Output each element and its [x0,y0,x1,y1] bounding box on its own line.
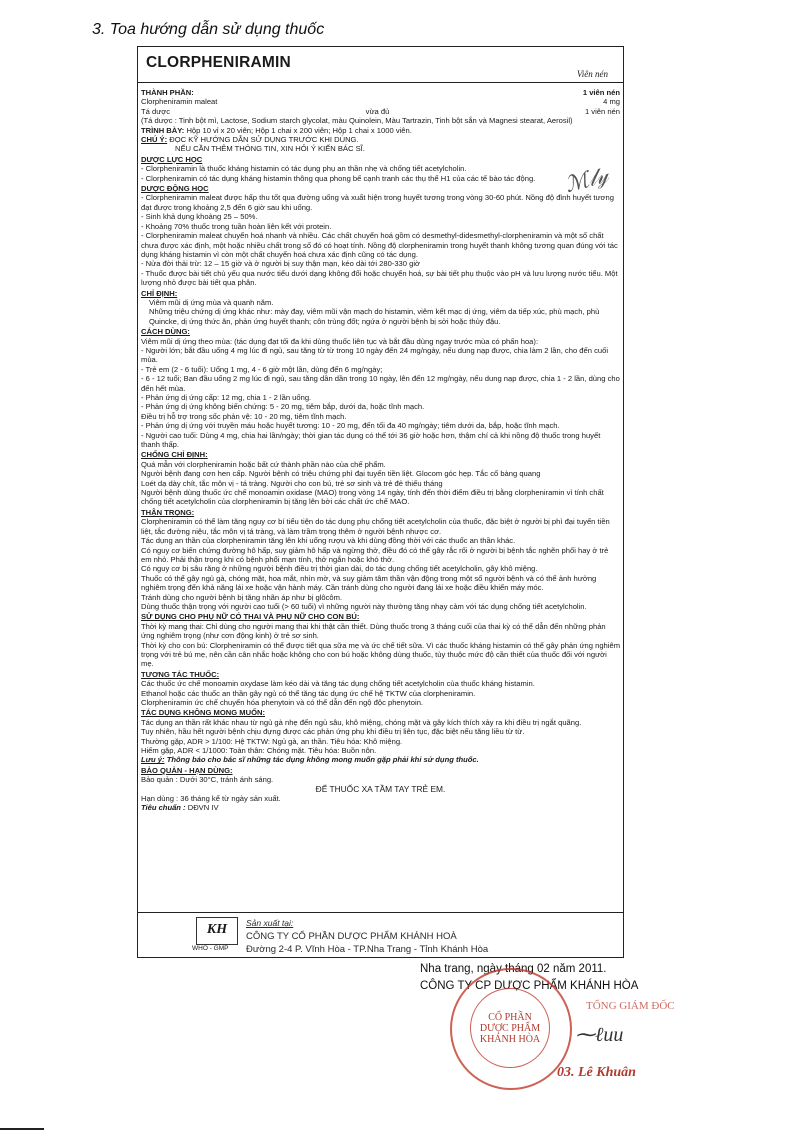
pregnancy-heading: SỬ DỤNG CHO PHỤ NỮ CÓ THAI VÀ PHỤ NỮ CHO CON BÚ: [141,612,360,622]
list-item: Người bệnh dùng thuốc ức chế monoamin oxidase (MAO) trong vòng 14 ngày, tính đến thời điểm điều trị bằng clorpheniramin vì tính chất chống tiết acetylcholin của clorpheniramin bị tăng lên bởi các chất ức chế MAO. [141,488,604,507]
section-heading: 3. Toa hướng dẫn sử dụng thuốc [92,21,325,38]
storage-label: Bảo quản : [141,775,178,785]
list-item: - Clorpheniramin có tác dụng kháng histamin thông qua phong bế cạnh tranh các thụ thể H1 của các tế bào tác động. [141,173,536,183]
contraindications-heading: CHỐNG CHỈ ĐỊNH: [141,450,208,460]
list-item: Các thuốc ức chế monoamin oxydase làm kéo dài và tăng tác dụng chống tiết acetylcholin của thuốc kháng histamin. [141,679,535,689]
contraindications-list [141,460,620,507]
packaging-text: Hộp 10 vỉ x 20 viên; Hộp 1 chai x 200 viên; Hộp 1 chai x 1000 viên. [186,125,412,135]
list-item: Thời kỳ mang thai: Chỉ dùng cho người mang thai khi thật cần thiết. Dùng thuốc trong 3 tháng cuối của thai kỳ có thể dẫn đến những phản ứng nghiêm trọng (như cơn động kinh) ở trẻ sơ sinh. [141,621,606,641]
list-item: Những triệu chứng dị ứng khác như: mày đay, viêm mũi vận mạch do histamin, viêm kết mạc dị ứng, viêm da tiếp xúc, phù mạch, phù Quincke, dị ứng thức ăn, phản ứng huyết thanh; côn trùng đốt; ngứa ở người bệnh bị sởi hoặc thủy đậu. [149,307,600,326]
list-item: - Trẻ em (2 - 6 tuổi): Uống 1 mg, 4 - 6 giờ một lần, dùng đến 6 mg/ngày; [141,364,383,374]
page-edge-line [0,1128,44,1130]
caution-label: Lưu ý: [141,755,165,765]
keep-away-children: ĐỂ THUỐC XA TẦM TAY TRẺ EM. [315,783,446,794]
list-item: Tránh dùng cho người bệnh bị tăng nhãn áp như bị glôcôm. [141,592,343,602]
dosage-heading: CÁCH DÙNG: [141,327,190,337]
list-item: - Người cao tuổi: Dùng 4 mg, chia hai lần/ngày; thời gian tác dụng có thể tới 36 giờ hoặc hơn, thậm chí cả khi nồng độ thuốc trong huyết thanh thấp. [141,430,601,450]
list-item: Clorpheniramin có thể làm tăng nguy cơ bí tiểu tiện do tác dụng phụ chống tiết acetylcholin của thuốc, đặc biệt ở người bị phì đại tuyến tiền liệt, tắc đường niệu, tắc môn vị tá tràng, và làm trầm trọng thêm ở người bệnh nhược cơ. [141,517,610,536]
header-divider [137,82,624,83]
list-item: Người bệnh đang cơn hen cấp. Người bệnh có triệu chứng phì đại tuyến tiền liệt. Glocom góc hẹp. Tắc cổ bàng quang [141,469,541,479]
list-item: - Nửa đời thải trừ: 12 – 15 giờ và ở người bị suy thận mạn, kéo dài tới 280-330 giờ [141,259,420,269]
product-title: CLORPHENIRAMIN [146,54,291,71]
list-item: Ethanol hoặc các thuốc an thần gây ngủ có thể tăng tác dụng ức chế hệ TKTW của clorpheniramin. [141,688,476,698]
stamp-text [475,1012,545,1045]
caution-text: Thông báo cho bác sĩ những tác dụng không mong muốn gặp phải khi sử dụng thuốc. [166,755,479,765]
storage-heading: BẢO QUẢN - HẠN DÙNG: [141,765,233,775]
dosage-form: Viên nén [576,69,608,79]
pregnancy-list [141,622,620,669]
interactions-list [141,679,620,707]
list-item: Dùng thuốc thận trọng với người cao tuổi (> 60 tuổi) vì những người này thường tăng nhạy cảm với tác dụng chống tiết acetylcholin. [141,601,587,611]
pharmacokinetics-list [141,193,620,287]
list-item: - Clorpheniramin maleat chuyển hoá nhanh và nhiều. Các chất chuyển hoá gồm có desmethyl-didesmethyl-clorpheniramin và một số chất chưa được xác định, một hoặc nhiều chất trong số đó có hoạt tính. Nồng độ clorpheniramin trong huyết thanh không tương quan đúng với tác dụng kháng histamin vì còn một chất chuyển hoá chưa xác định cũng có tác dụng. [141,231,618,259]
warnings-list [141,517,620,611]
approving-company: CÔNG TY CP DƯỢC PHẨM KHÁNH HÒA [420,980,639,992]
list-item: Thời kỳ cho con bú: Clorpheniramin có thể được tiết qua sữa mẹ và ức chế tiết sữa. Vì các thuốc kháng histamin có thể gây phản ứng nghiêm trọng với trẻ bú mẹ, nên cần cân nhắc hoặc không cho con bú hoặc không dùng thuốc, tùy thuộc mức độ cần thiết của thuốc đối với người mẹ. [141,640,621,669]
excipient-label: Tá dược [141,106,171,116]
packaging-label: TRÌNH BÀY: [141,125,185,135]
dosage-list [141,337,620,450]
expiry: Hạn dùng : 36 tháng kể từ ngày sản xuất. [141,794,281,804]
composition-unit: 1 viên nén [582,88,620,97]
list-item: Có nguy cơ biến chứng đường hô hấp, suy giảm hô hấp và ngừng thở, điều đó có thể gây rắc rối ở người bị bệnh tắc nghẽn phổi hay ở trẻ em nhỏ. Phải thận trọng khi có bệnh phổi mạn tính, thở ngắn hoặc khó thở. [141,545,609,564]
list-item: Viêm mũi dị ứng theo mùa: (tác dụng đạt tối đa khi dùng thuốc liên tục và bắt đầu dùng ngay trước mùa có phấn hoa): [141,336,539,346]
list-item: Tác dụng an thần rất khác nhau từ ngủ gà nhẹ đến ngủ sâu, khô miệng, chóng mặt và gây kích thích xảy ra khi điều trị ngắt quãng. [141,717,582,727]
list-item: - Sinh khả dụng khoảng 25 – 50%. [141,212,258,222]
list-item: Điều trị hỗ trợ trong sốc phản vệ: 10 - 20 mg, tiêm tĩnh mạch. [141,411,347,421]
signer-name: 03. Lê Khuân [557,1065,636,1080]
excipient-amount: 1 viên nén [584,106,620,116]
interactions-heading: TƯƠNG TÁC THUỐC: [141,669,220,679]
active-ingredient: Clorpheniramin maleat [141,97,218,107]
stamp-line-3: KHÁNH HÒA [479,1034,541,1045]
list-item: - Phản ứng dị ứng không biến chứng: 5 - 20 mg, tiêm bắp, dưới da, hoặc tĩnh mạch. [141,402,425,412]
list-item: Tác dụng an thần của clorpheniramin tăng lên khi uống rượu và khi dùng đồng thời với các thuốc an thần khác. [141,536,516,546]
manufacturer-address: Đường 2-4 P. Vĩnh Hòa - TP.Nha Trang - Tỉnh Khánh Hòa [246,944,489,955]
manufacturer-label: Sản xuất tại: [246,918,294,928]
manufacturer-block [246,917,488,956]
list-item: Tuy nhiên, hầu hết người bệnh chịu đựng được các phản ứng phụ khi điều trị liên tục, đặc biệt nếu tăng liều từ từ. [141,727,525,737]
leaflet-body [141,88,620,813]
note-label: CHÚ Ý: [141,135,168,145]
warnings-heading: THẬN TRỌNG: [141,507,195,517]
list-item: Quá mẫn với clorpheniramin hoặc bất cứ thành phần nào của chế phẩm. [141,459,386,469]
place-date: Nha trang, ngày tháng 02 năm 2011. [420,963,607,975]
list-item: Loét dạ dày chít, tắc môn vị - tá tràng. Người cho con bú, trẻ sơ sinh và trẻ đẻ thiếu tháng [141,478,443,488]
pharmacodynamics-heading: DƯỢC LỰC HỌC [141,154,203,164]
stamp-line-2: DƯỢC PHẨM [479,1023,541,1034]
list-item: - 6 - 12 tuổi; Ban đầu uống 2 mg lúc đi ngủ, sau tăng dần dần trong 10 ngày, lên đến 12 mg/ngày, nếu dung nạp được, chia 1 - 2 lần, dùng cho đến hết mùa. [141,374,620,393]
stamp-line-1: CỔ PHẦN [488,1012,532,1023]
excipient-qs: vừa đủ [365,106,390,116]
list-item: - Clorpheniramin là thuốc kháng histamin có tác dụng phụ an thần nhẹ và chống tiết acetylcholin. [141,164,467,174]
list-item: Hiếm gặp, ADR < 1/1000: Toàn thân: Chóng mặt. Tiêu hóa: Buồn nôn. [141,746,377,756]
list-item: - Người lớn; bắt đầu uống 4 mg lúc đi ngủ, sau tăng từ từ trong 10 ngày đến 24 mg/ngày, nếu dung nạp được, chia làm 2 lần, cho đến cuối mùa. [141,345,609,365]
side-effects-heading: TÁC DỤNG KHÔNG MONG MUỐN: [141,708,266,718]
side-effects-list [141,718,620,756]
director-signature: ⁓ℓuu [575,1024,624,1046]
list-item: Thuốc có thể gây ngủ gà, chóng mặt, hoa mắt, nhìn mờ, và suy giảm tâm thần vận động trong một số người bệnh và có thể ảnh hưởng nghiêm trọng đến khả năng lái xe hoặc vận hành máy. Cần tránh dùng cho người đang lái xe hoặc điều khiển máy móc. [141,573,597,593]
standard-value: DĐVN IV [187,803,219,813]
active-amount: 4 mg [603,97,620,107]
note-line2: NẾU CẦN THÊM THÔNG TIN, XIN HỎI Ý KIẾN BÁC SĨ. [175,144,365,154]
list-item: Clorpheniramin ức chế chuyển hóa phenytoin và có thể dẫn đến ngộ độc phenytoin. [141,698,424,707]
leaflet-header [137,52,624,78]
list-item: - Khoảng 70% thuốc trong tuần hoàn liên kết với protein. [141,221,332,231]
initial-signature: ℳ𝓁𝓎 [562,161,611,198]
list-item: - Phản ứng dị ứng với truyền máu hoặc huyết tương: 10 - 20 mg, đến tối đa 40 mg/ngày; tiêm dưới da, bắp, hoặc tĩnh mạch. [141,421,560,431]
excipient-detail: (Tá dược : Tinh bột mì, Lactose, Sodium starch glycolat, màu Quinolein, Màu Tartrazin, Tinh bột sắn và Magnesi stearat, Aerosil) [141,116,573,126]
list-item: - Phản ứng dị ứng cấp: 12 mg, chia 1 - 2 lần uống. [141,393,312,402]
manufacturer-name: CÔNG TY CỔ PHẦN DƯỢC PHẨM KHÁNH HOÀ [246,931,457,942]
pharmacokinetics-heading: DƯỢC ĐỘNG HỌC [141,184,209,194]
list-item: - Thuốc được bài tiết chủ yếu qua nước tiểu dưới dạng không đổi hoặc chuyển hoá, sự bài tiết phụ thuộc vào pH và lưu lượng nước tiểu. Một lượng nhỏ được bài tiết qua phân. [141,268,618,288]
list-item: Viêm mũi dị ứng mùa và quanh năm. [149,297,274,307]
indications-list [141,298,620,326]
storage-text: Dưới 30°C, tránh ánh sáng. [179,775,274,785]
director-title: TỔNG GIÁM ĐỐC [586,1000,675,1012]
gmp-label: WHO - GMP [192,945,229,952]
list-item: Thường gặp, ADR > 1/100: Hệ TKTW: Ngủ gà, an thần. Tiêu hóa: Khô miệng. [141,736,403,746]
composition-heading: THÀNH PHẦN: [141,88,194,97]
manufacturer-divider [137,912,624,913]
indications-heading: CHỈ ĐỊNH: [141,288,178,298]
pharmacodynamics-list [141,164,620,183]
list-item: - Clorpheniramin maleat được hấp thu tốt qua đường uống và xuất hiện trong huyết tương trong vòng 30-60 phút. Nồng độ đỉnh huyết tương đạt được trong khoảng 2,5 đến 6 giờ sau khi uống. [141,193,614,212]
company-logo: KH [196,917,238,945]
standard-label: Tiêu chuẩn : [141,803,186,813]
list-item: Có nguy cơ bị sâu răng ở những người bệnh điều trị thời gian dài, do tác dụng chống tiết acetylcholin, gây khô miệng. [141,564,538,574]
note-line1: ĐỌC KỸ HƯỚNG DẪN SỬ DỤNG TRƯỚC KHI DÙNG. [169,135,359,145]
